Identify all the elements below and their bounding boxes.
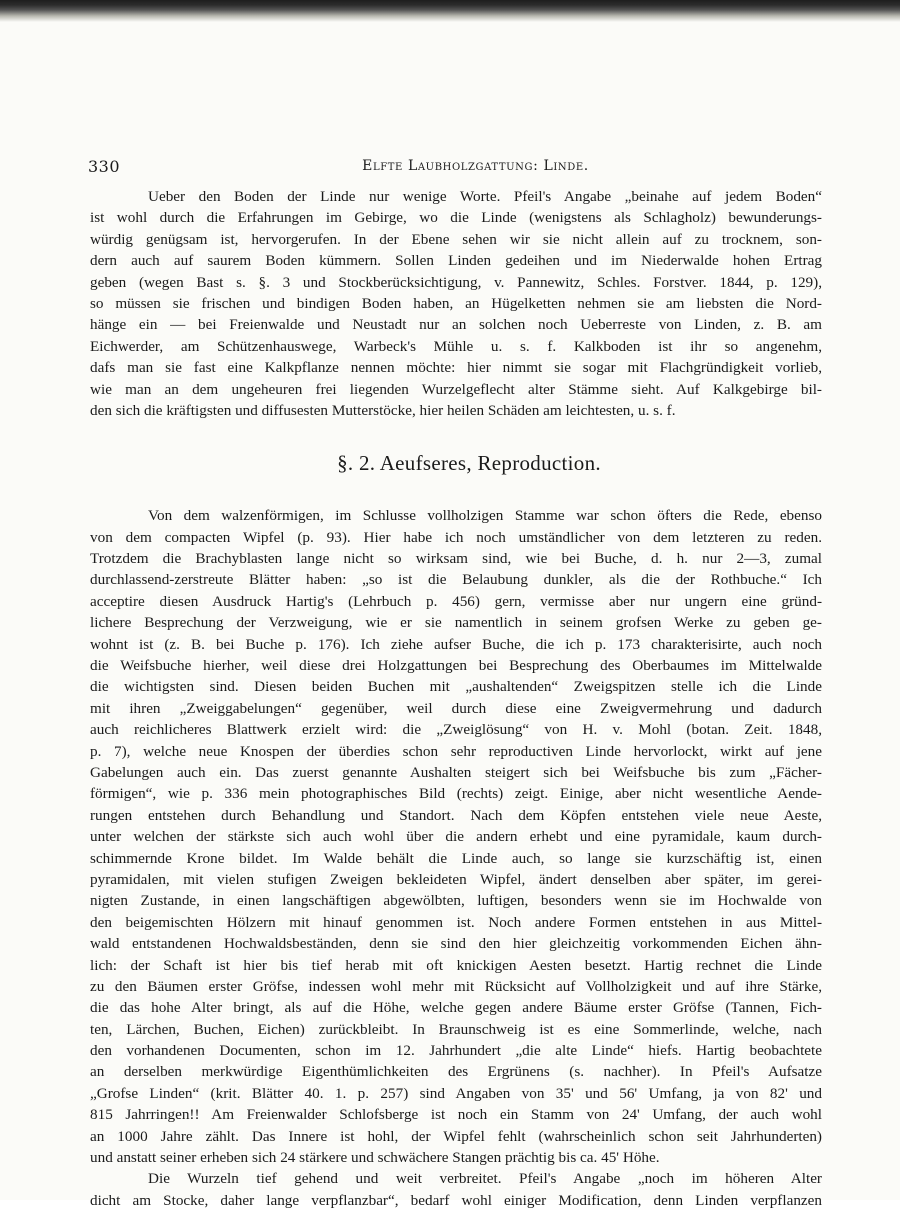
text-line: ist wohl durch die Erfahrungen im Gebirge, wo die Linde (wenigstens als Schlagholz) bewunderungs- [90, 209, 822, 227]
text-line: den sich die kräftigsten und diffusesten Mutterstöcke, hier heilen Schäden am leichtesten, u. s. f. [90, 401, 676, 419]
text-line: durchlassend-zerstreute Blätter haben: „so ist die Belaubung dunkler, als die der Rothbuche.“ Ich [90, 571, 822, 589]
text-line: und anstatt seiner erheben sich 24 stärkere und schwächere Stangen prächtig bis ca. 45' Höhe. [90, 1149, 660, 1167]
text-line: lich: der Schaft ist hier bis tief herab mit oft knickigen Aesten besetzt. Hartig rechnet die Linde [90, 956, 822, 974]
page-header [88, 157, 823, 179]
text-line: mit ihren „Zweiggabelungen“ gegenüber, weil durch diese eine Zweigvermehrung und dadurch [90, 699, 822, 717]
text-line: würdig genügsam ist, hervorgerufen. In der Ebene sehen wir sie nicht allein auf zu trocknem, son- [90, 230, 822, 248]
text-line: Eichwerder, am Schützenhauswege, Warbeck's Mühle u. s. f. Kalkboden ist ihr so angenehm, [90, 337, 822, 355]
paragraph-soil [90, 186, 822, 421]
text-line: dern auch auf saurem Boden kümmern. Sollen Linden gedeihen und im Niederwalde hohen Ertrag [90, 252, 822, 270]
page-number: 330 [88, 157, 121, 176]
text-line: pyramidalen, mit vielen stufigen Zweigen bekleideten Wipfel, ändert denselben aber später, im gerei- [90, 870, 822, 888]
text-line: dafs man sie fast eine Kalkpflanze nennen möchte: hier nimmt sie sogar mit Flachgründigkeit vorlieb, [90, 359, 822, 377]
text-line: Trotzdem die Brachyblasten lange nicht so wirksam sind, wie bei Buche, d. h. nur 2—3, zumal [90, 550, 822, 568]
paragraph-roots [90, 1168, 822, 1211]
running-head: Elfte Laubholzgattung: Linde. [362, 158, 589, 174]
text-line: Gabelungen auch ein. Das zuerst genannte Aushalten steigert sich bei Weifsbuche bis zum „Fächer- [90, 763, 822, 781]
section-heading: §. 2. Aeufseres, Reproduction. [337, 451, 601, 476]
text-line: „Grofse Linden“ (krit. Blätter 40. 1. p. 257) sind Angaben von 35' und 56' Umfang, ja von 82' und [90, 1084, 822, 1102]
text-line: Die Wurzeln tief gehend und weit verbreitet. Pfeil's Angabe „noch im höheren Alter [148, 1170, 822, 1188]
text-line: an derselben merkwürdige Eigenthümlichkeiten des Ergrünens (s. nachher). In Pfeil's Aufsatze [90, 1063, 822, 1081]
text-line: geben (wegen Bast s. §. 3 und Stockberücksichtigung, v. Pannewitz, Schles. Forstver. 1844, p. 129), [90, 273, 822, 291]
text-line: wie man an dem ungeheuren frei liegenden Wurzelgeflecht alter Stämme sieht. Auf Kalkgebirge bil- [90, 380, 822, 398]
text-line: p. 7), welche neue Knospen der überdies schon sehr reproductiven Linde hervorlockt, wirkt auf jene [90, 742, 822, 760]
text-line: rungen entstehen durch Behandlung und Standort. Nach dem Köpfen entstehen viele neue Aeste, [90, 806, 822, 824]
scan-top-edge [0, 0, 900, 22]
text-line: schimmernde Krone bildet. Im Walde behält die Linde auch, so lange sie kurzschäftig ist, einen [90, 849, 822, 867]
text-line: 815 Jahrringen!! Am Freienwalder Schlofsberge ist noch ein Stamm von 24' Umfang, der auch wohl [90, 1106, 822, 1124]
text-line: ten, Lärchen, Buchen, Eichen) zurückbleibt. In Braunschweig ist es eine Sommerlinde, welche, nach [90, 1020, 822, 1038]
text-line: Ueber den Boden der Linde nur wenige Worte. Pfeil's Angabe „beinahe auf jedem Boden“ [148, 188, 822, 205]
text-line: die wichtigsten sind. Diesen beiden Buchen mit „aushaltenden“ Zweigspitzen stelle ich die Linde [90, 678, 822, 696]
text-line: Von dem walzenförmigen, im Schlusse vollholzigen Stamme war schon öfters die Rede, ebenso [148, 507, 822, 525]
text-line: lichere Besprechung der Verzweigung, wie er sie namentlich in seinem grofsen Werke zu geben ge- [90, 614, 822, 632]
text-line: so müssen sie frischen und bindigen Boden haben, an Hügelketten nehmen sie am liebsten die Nord- [90, 294, 822, 312]
text-line: den beigemischten Hölzern mit hinauf genommen ist. Noch andere Formen entstehen in aus Mittel- [90, 913, 822, 931]
text-line: an 1000 Jahre zählt. Das Innere ist hohl, der Wipfel fehlt (wahrscheinlich schon seit Jahrhunderten) [90, 1127, 822, 1145]
text-line: dicht am Stocke, daher lange verpflanzbar“, bedarf wohl einiger Modification, denn Linden verpflanzen [90, 1191, 822, 1209]
paragraph-form [90, 505, 822, 1168]
text-line: die Weifsbuche hierher, weil diese drei Holzgattungen bei Besprechung des Oberbaumes im Mittelwalde [90, 657, 822, 675]
text-line: förmigen“, wie p. 336 mein photographisches Bild (rechts) zeigt. Einige, aber nicht wesentliche Aende- [90, 785, 822, 803]
text-line: zu den Bäumen erster Gröfse, indessen wohl mehr mit Rücksicht auf Vollholzigkeit und auf ihre Stärke, [90, 977, 822, 995]
text-line: wohnt ist (z. B. bei Buche p. 176). Ich ziehe aufser Buche, die ich p. 173 charakterisirte, auch noch [90, 635, 822, 653]
text-line: den vorhandenen Documenten, schon im 12. Jahrhundert „die alte Linde“ hiefs. Hartig beobachtete [90, 1042, 822, 1060]
text-line: wald entstandenen Hochwaldsbeständen, denn sie sind den hier gleichzeitig vorkommenden Eichen ähn- [90, 935, 822, 953]
text-line: die das hohe Alter bringt, als auf die Höhe, welche gegen andere Bäume erster Gröfse (Tannen, Fich- [90, 999, 822, 1017]
body-text [90, 186, 822, 1211]
text-line: unter welchen der stärkste sich auch wohl über die andern erhebt und eine pyramidale, kaum durch- [90, 828, 822, 846]
text-line: auch reichlicheres Blattwerk erzielt wird: die „Zweiglösung“ von H. v. Mohl (botan. Zeit. 1848, [90, 721, 822, 739]
text-line: nigten Zustande, in einen langschäftigen abgewölbten, luftigen, besonders wenn sie im Hochwalde von [90, 892, 822, 910]
text-line: von dem compacten Wipfel (p. 93). Hier habe ich noch umständlicher von dem letzteren zu reden. [90, 528, 822, 546]
text-line: acceptire diesen Ausdruck Hartig's (Lehrbuch p. 456) gern, vermisse aber nur ungern eine gründ- [90, 592, 822, 610]
text-line: hänge ein — bei Freienwalde und Neustadt nur an solchen noch Ueberreste von Linden, z. B. am [90, 316, 822, 334]
